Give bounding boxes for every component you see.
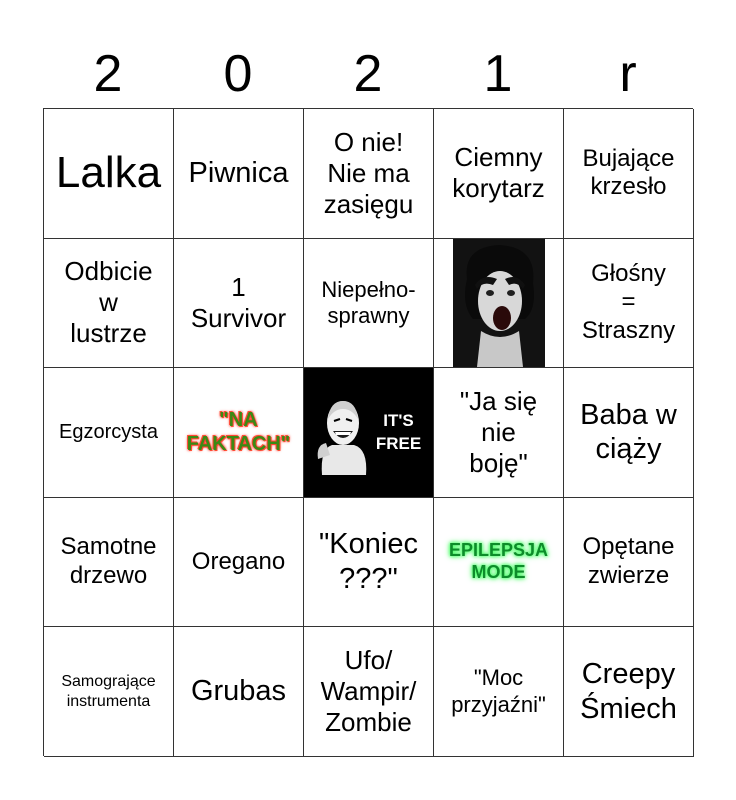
cell-text: "Moc przyjaźni" [451, 665, 546, 717]
bingo-cell[interactable] [174, 109, 304, 239]
bingo-cell[interactable] [304, 498, 434, 628]
bingo-board [43, 108, 693, 756]
cell-text: Bujające krzesło [582, 144, 675, 201]
bingo-cell-image[interactable] [434, 239, 564, 369]
bingo-cell[interactable] [564, 109, 694, 239]
bingo-cell[interactable] [304, 109, 434, 239]
bingo-cell[interactable] [174, 368, 304, 498]
bingo-cell[interactable] [174, 627, 304, 757]
cell-text: O nie! Nie ma zasięgu [323, 126, 414, 219]
cell-text: Creepy Śmiech [580, 657, 677, 725]
cell-text: Lalka [55, 147, 162, 197]
header-letter: 2 [93, 45, 123, 103]
cell-text: Opętane zwierze [582, 533, 675, 590]
bingo-cell[interactable] [44, 368, 174, 498]
cell-text: Niepełno- sprawny [321, 276, 416, 328]
bingo-header [43, 40, 693, 108]
bingo-cell[interactable] [434, 368, 564, 498]
bingo-cell[interactable] [44, 239, 174, 369]
bingo-cell[interactable] [564, 368, 694, 498]
bingo-cell[interactable] [564, 498, 694, 628]
screaming-woman-image [453, 239, 545, 367]
cell-text: Głośny = Straszny [581, 259, 676, 345]
bingo-cell[interactable] [434, 498, 564, 628]
cell-text: Samotne drzewo [60, 533, 157, 590]
header-letter: 1 [483, 45, 513, 103]
cell-text: Grubas [190, 675, 287, 708]
cell-text: Baba w ciąży [580, 398, 677, 466]
bingo-cell[interactable] [434, 109, 564, 239]
laughing-man-icon [316, 389, 370, 475]
bingo-cell[interactable] [564, 627, 694, 757]
bingo-cell[interactable] [304, 627, 434, 757]
cell-text: Ciemny korytarz [452, 142, 545, 204]
cell-text: Odbicie w lustrze [64, 256, 153, 349]
bingo-cell[interactable] [434, 627, 564, 757]
screaming-face-icon [453, 239, 545, 367]
header-letter: 2 [353, 45, 383, 103]
header-letter: r [619, 45, 637, 103]
bingo-cell[interactable] [44, 627, 174, 757]
cell-text: Egzorcysta [59, 421, 158, 444]
cell-text: Piwnica [188, 156, 289, 189]
cell-text: Ufo/ Wampir/ Zombie [320, 644, 417, 738]
cell-text: "Koniec ???" [319, 528, 418, 596]
cell-text: Samogrające instrumenta [61, 673, 156, 710]
cell-text: Oregano [191, 547, 286, 575]
bingo-cell[interactable] [174, 498, 304, 628]
cell-text: EPILEPSJA MODE [448, 540, 549, 583]
bingo-cell[interactable] [174, 239, 304, 369]
bingo-cell[interactable] [44, 109, 174, 239]
bingo-cell[interactable] [564, 239, 694, 369]
cell-text: "NA FAKTACH" [186, 409, 291, 456]
bingo-cell[interactable] [44, 498, 174, 628]
header-letter: 0 [223, 45, 253, 103]
cell-text: "Ja się nie boję" [459, 385, 538, 479]
cell-text: 1 Survivor [190, 271, 287, 333]
free-space-cell[interactable] [304, 368, 434, 498]
bingo-cell[interactable] [304, 239, 434, 369]
free-space-label: IT'S FREE [375, 410, 422, 454]
